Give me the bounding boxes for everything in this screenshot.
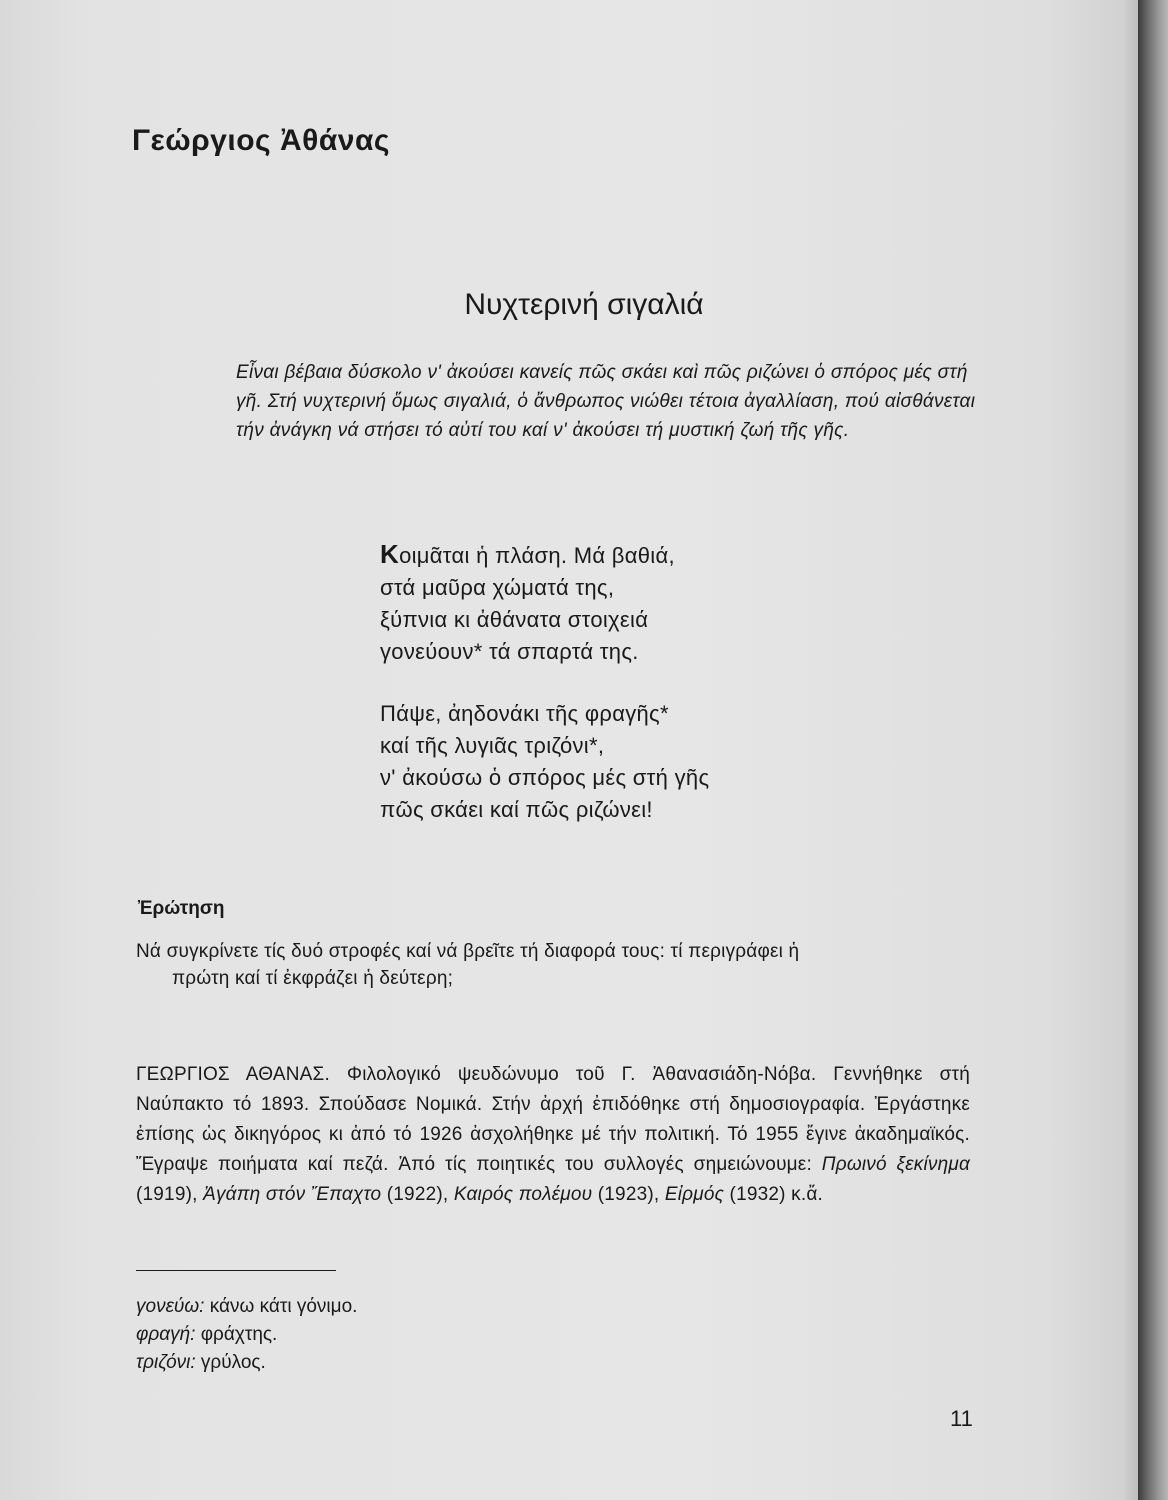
poem-line: πῶς σκάει καί πῶς ριζώνει! — [380, 797, 653, 822]
question-heading: Ἐρώτηση — [138, 898, 225, 919]
glossary-term: γονεύω: — [136, 1296, 205, 1317]
poem-line: γονεύουν* τά σπαρτά της. — [380, 639, 639, 664]
glossary-definition: φράχτης. — [200, 1324, 278, 1345]
drop-cap: Κ — [380, 539, 400, 569]
page-number: 11 — [950, 1406, 973, 1431]
question-line-2: πρώτη καί τί ἐκφράζει ἡ δεύτερη; — [172, 968, 454, 989]
work-title: Εἰρμός — [664, 1184, 725, 1205]
glossary-item — [136, 1349, 357, 1377]
glossary-item — [136, 1321, 357, 1349]
glossary-item — [136, 1293, 357, 1321]
poem-line: Κοιμᾶται ἡ πλάση. Μά βαθιά, — [380, 539, 675, 569]
work-title: Καιρός πολέμου — [453, 1184, 593, 1205]
author-heading: Γεώργιος Ἀθάνας — [132, 124, 391, 157]
work-title: Ἀγάπη στόν Ἔπαχτο — [203, 1184, 382, 1205]
page-stack-edge — [1124, 0, 1138, 1500]
book-spine-shadow — [1138, 0, 1168, 1500]
question-line-1: Νά συγκρίνετε τίς δυό στροφές καί νά βρεῖτε τή διαφορά τους: τί περιγράφει ἡ — [136, 941, 800, 962]
footnote-divider — [136, 1270, 336, 1271]
poem-title: Νυχτερινή σιγαλιά — [464, 288, 704, 321]
glossary-definition: κάνω κάτι γόνιμο. — [209, 1296, 358, 1317]
biography-text: ΓΕΩΡΓΙΟΣ ΑΘΑΝΑΣ. Φιλολογικό ψευδώνυμο τοῦ Γ. Ἀθανασιάδη-Νόβα. Γεννήθηκε στή Ναύπακτο τό 1893. Σπούδασε Νομικά. Στήν ἀρχή ἐπιδόθηκε στή δημοσιογραφία. Ἐργάστηκε ἐπίσης ὡς δικηγόρος κι ἀπό τό 1926 ἀσχολήθηκε μέ τήν πολιτική. Τό 1955 ἔγινε ἀκαδημαϊκός. Ἔγραψε ποιήματα καί πεζά. Ἀπό τίς ποιητικές του συλλογές σημειώνουμε: — [136, 1064, 970, 1175]
poem-line: στά μαῦρα χώματά της, — [380, 575, 615, 600]
work-year: (1923), — [597, 1184, 660, 1205]
poem-line: Πάψε, ἀηδονάκι τῆς φραγῆς* — [380, 701, 669, 726]
glossary-term: φραγή: — [136, 1324, 196, 1345]
poem-introduction: Εἶναι βέβαια δύσκολο ν' ἀκούσει κανείς πῶς σκάει καὶ πῶς ριζώνει ὁ σπόρος μές στή γῆ. Στή νυχτερινή ὅμως σιγαλιά, ὁ ἄνθρωπος νιώθει τέτοια ἀγαλλίαση, πού αἰσθάνεται τήν ἀνάγκη νά στήσει τό αὐτί του καί ν' ἀκούσει τή μυστική ζωή τῆς γῆς. — [236, 362, 976, 441]
work-title: Πρωινό ξεκίνημα — [821, 1154, 971, 1175]
poem-line: καί τῆς λυγιᾶς τριζόνι*, — [380, 733, 605, 758]
poem-line: ν' ἀκούσω ὁ σπόρος μές στή γῆς — [380, 765, 710, 790]
glossary-term: τριζόνι: — [136, 1352, 196, 1373]
poem-stanza-2 — [380, 698, 800, 826]
work-year: (1919), — [136, 1184, 198, 1205]
poem-line: ξύπνια κι ἀθάνατα στοιχειά — [380, 607, 649, 632]
work-year: (1932) κ.ἄ. — [729, 1184, 823, 1205]
glossary-footnotes — [136, 1293, 357, 1377]
poem-stanza-1 — [380, 538, 800, 668]
work-year: (1922), — [386, 1184, 449, 1205]
author-biography — [136, 1060, 970, 1210]
glossary-definition: γρύλος. — [200, 1352, 266, 1373]
question-text — [136, 938, 976, 992]
